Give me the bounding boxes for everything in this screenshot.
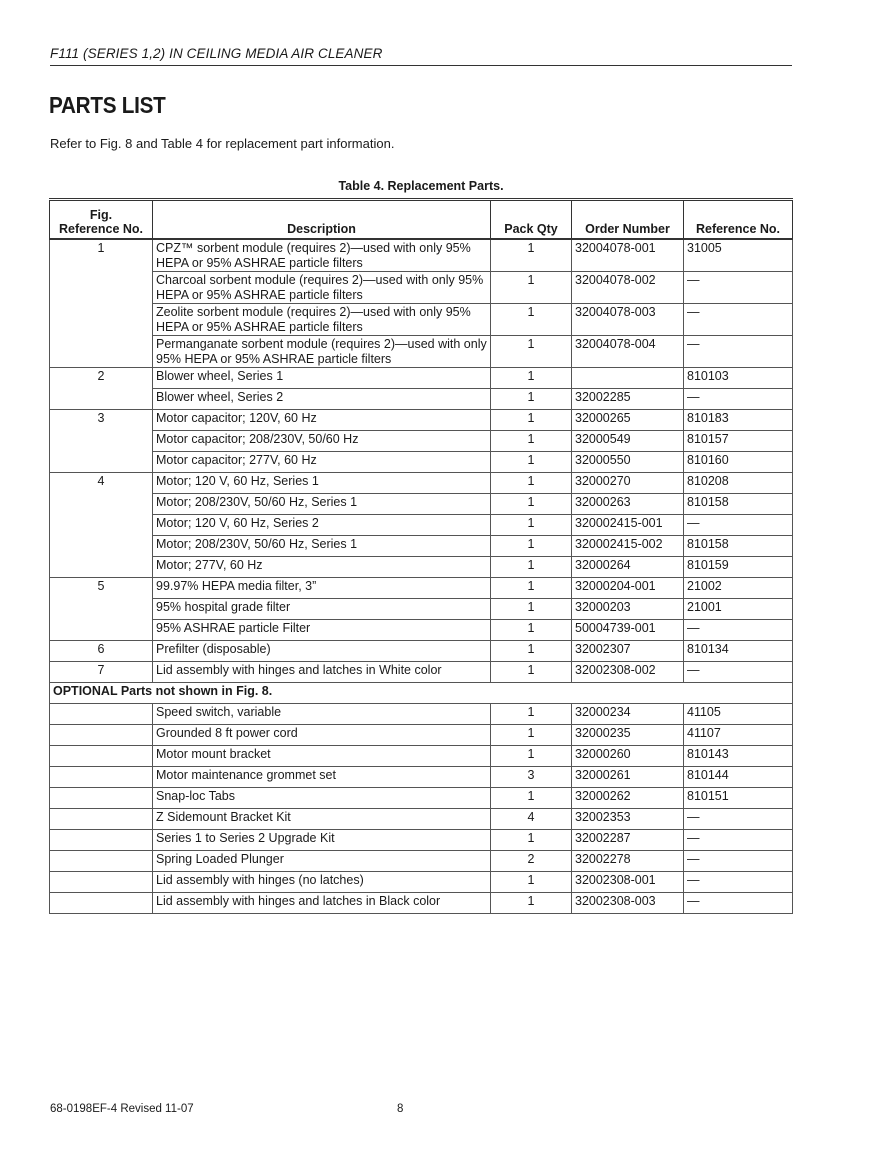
description-cell: Charcoal sorbent module (requires 2)—used with only 95% HEPA or 95% ASHRAE particle filters [153, 272, 491, 304]
pack-qty-cell: 2 [491, 851, 572, 872]
fig-ref-cell [50, 494, 153, 515]
reference-no-cell: 31005 [684, 239, 793, 272]
fig-ref-cell [50, 767, 153, 788]
table-row [50, 767, 793, 788]
pack-qty-cell: 1 [491, 641, 572, 662]
description-cell: Motor capacitor; 277V, 60 Hz [153, 452, 491, 473]
header-fig-ref-line1: Fig. [89, 208, 113, 222]
running-header [50, 45, 792, 66]
description-cell: Prefilter (disposable) [153, 641, 491, 662]
table-row [50, 788, 793, 809]
header-fig-ref-line2: Reference No. [58, 222, 144, 236]
table-row [50, 599, 793, 620]
pack-qty-cell: 4 [491, 809, 572, 830]
table-row [50, 336, 793, 368]
reference-no-cell: 810160 [684, 452, 793, 473]
table-caption: Table 4. Replacement Parts. [338, 179, 504, 193]
table-header-row [50, 200, 793, 240]
reference-no-cell: 41107 [684, 725, 793, 746]
description-cell: Snap-loc Tabs [153, 788, 491, 809]
pack-qty-cell: 1 [491, 389, 572, 410]
table-row [50, 272, 793, 304]
pack-qty-cell: 1 [491, 788, 572, 809]
description-cell: 95% ASHRAE particle Filter [153, 620, 491, 641]
table-row [50, 725, 793, 746]
description-cell: Motor; 120 V, 60 Hz, Series 2 [153, 515, 491, 536]
description-cell: Lid assembly with hinges and latches in White color [153, 662, 491, 683]
table-row [50, 746, 793, 767]
table-row [50, 872, 793, 893]
reference-no-cell: — [684, 272, 793, 304]
pack-qty-cell: 1 [491, 662, 572, 683]
description-cell: Lid assembly with hinges (no latches) [153, 872, 491, 893]
order-number-cell [572, 368, 684, 389]
order-number-cell: 32002287 [572, 830, 684, 851]
description-cell: Motor mount bracket [153, 746, 491, 767]
reference-no-cell: — [684, 830, 793, 851]
table-row [50, 304, 793, 336]
description-cell: Motor; 208/230V, 50/60 Hz, Series 1 [153, 494, 491, 515]
fig-ref-cell [50, 872, 153, 893]
table-row [50, 431, 793, 452]
fig-ref-cell: 2 [50, 368, 153, 389]
description-cell: Motor maintenance grommet set [153, 767, 491, 788]
pack-qty-cell: 1 [491, 536, 572, 557]
reference-no-cell: 810159 [684, 557, 793, 578]
table-row [50, 578, 793, 599]
pack-qty-cell: 1 [491, 872, 572, 893]
order-number-cell: 32000203 [572, 599, 684, 620]
order-number-cell: 32000265 [572, 410, 684, 431]
table-row [50, 368, 793, 389]
reference-no-cell: 810151 [684, 788, 793, 809]
order-number-cell: 32000264 [572, 557, 684, 578]
header-description: Description [153, 200, 491, 240]
fig-ref-cell [50, 704, 153, 725]
order-number-cell: 32000550 [572, 452, 684, 473]
fig-ref-cell [50, 599, 153, 620]
table-row [50, 452, 793, 473]
pack-qty-cell: 1 [491, 239, 572, 272]
table-row [50, 809, 793, 830]
table-row [50, 620, 793, 641]
pack-qty-cell: 1 [491, 431, 572, 452]
fig-ref-cell [50, 809, 153, 830]
description-cell: Motor capacitor; 120V, 60 Hz [153, 410, 491, 431]
description-cell: 95% hospital grade filter [153, 599, 491, 620]
order-number-cell: 32004078-001 [572, 239, 684, 272]
table-row [50, 641, 793, 662]
reference-no-cell: — [684, 620, 793, 641]
fig-ref-cell [50, 304, 153, 336]
reference-no-cell: 810134 [684, 641, 793, 662]
pack-qty-cell: 1 [491, 893, 572, 914]
footer-page-number: 8 [397, 1103, 404, 1115]
order-number-cell: 32000235 [572, 725, 684, 746]
fig-ref-cell [50, 452, 153, 473]
reference-no-cell: 810157 [684, 431, 793, 452]
fig-ref-cell [50, 557, 153, 578]
pack-qty-cell: 1 [491, 473, 572, 494]
fig-ref-cell [50, 851, 153, 872]
parts-table-body [50, 239, 793, 914]
order-number-cell: 32004078-002 [572, 272, 684, 304]
reference-no-cell: 41105 [684, 704, 793, 725]
order-number-cell: 32000261 [572, 767, 684, 788]
description-cell: Blower wheel, Series 2 [153, 389, 491, 410]
pack-qty-cell: 1 [491, 515, 572, 536]
description-cell: Zeolite sorbent module (requires 2)—used with only 95% HEPA or 95% ASHRAE particle filters [153, 304, 491, 336]
order-number-cell: 32002307 [572, 641, 684, 662]
reference-no-cell: — [684, 851, 793, 872]
fig-ref-cell [50, 431, 153, 452]
document-title: F111 (SERIES 1,2) IN CEILING MEDIA AIR CLEANER [50, 46, 383, 61]
table-row [50, 662, 793, 683]
description-cell: CPZ™ sorbent module (requires 2)—used with only 95% HEPA or 95% ASHRAE particle filters [153, 239, 491, 272]
description-cell: Motor; 277V, 60 Hz [153, 557, 491, 578]
description-cell: 99.97% HEPA media filter, 3” [153, 578, 491, 599]
page-title: PARTS LIST [49, 92, 166, 118]
fig-ref-cell [50, 389, 153, 410]
fig-ref-cell: 1 [50, 239, 153, 272]
table-row [50, 557, 793, 578]
reference-no-cell: — [684, 662, 793, 683]
description-cell: Motor capacitor; 208/230V, 50/60 Hz [153, 431, 491, 452]
table-row [50, 830, 793, 851]
table-row [50, 473, 793, 494]
reference-no-cell: — [684, 515, 793, 536]
pack-qty-cell: 1 [491, 452, 572, 473]
table-row [50, 893, 793, 914]
fig-ref-cell [50, 272, 153, 304]
table-row [50, 515, 793, 536]
table-row [50, 494, 793, 515]
pack-qty-cell: 1 [491, 746, 572, 767]
order-number-cell: 32000204-001 [572, 578, 684, 599]
reference-no-cell: 810143 [684, 746, 793, 767]
reference-no-cell: 21002 [684, 578, 793, 599]
reference-no-cell: 810158 [684, 536, 793, 557]
reference-no-cell: 810208 [684, 473, 793, 494]
pack-qty-cell: 1 [491, 620, 572, 641]
description-cell: Z Sidemount Bracket Kit [153, 809, 491, 830]
order-number-cell: 32000270 [572, 473, 684, 494]
fig-ref-cell [50, 536, 153, 557]
optional-section-heading: OPTIONAL Parts not shown in Fig. 8. [50, 683, 793, 704]
reference-no-cell: 810103 [684, 368, 793, 389]
fig-ref-cell [50, 515, 153, 536]
order-number-cell: 50004739-001 [572, 620, 684, 641]
reference-no-cell: — [684, 389, 793, 410]
pack-qty-cell: 1 [491, 368, 572, 389]
table-row [50, 536, 793, 557]
order-number-cell: 32002308-003 [572, 893, 684, 914]
reference-no-cell: — [684, 304, 793, 336]
order-number-cell: 32002308-001 [572, 872, 684, 893]
header-reference-no: Reference No. [684, 200, 793, 240]
order-number-cell: 32000262 [572, 788, 684, 809]
pack-qty-cell: 1 [491, 830, 572, 851]
order-number-cell: 32002285 [572, 389, 684, 410]
pack-qty-cell: 1 [491, 336, 572, 368]
description-cell: Lid assembly with hinges and latches in Black color [153, 893, 491, 914]
fig-ref-cell [50, 725, 153, 746]
intro-text: Refer to Fig. 8 and Table 4 for replacement part information. [50, 136, 395, 151]
reference-no-cell: — [684, 893, 793, 914]
fig-ref-cell: 4 [50, 473, 153, 494]
optional-section-row [50, 683, 793, 704]
reference-no-cell: 810158 [684, 494, 793, 515]
order-number-cell: 32002308-002 [572, 662, 684, 683]
order-number-cell: 32004078-003 [572, 304, 684, 336]
pack-qty-cell: 1 [491, 304, 572, 336]
pack-qty-cell: 1 [491, 410, 572, 431]
pack-qty-cell: 1 [491, 704, 572, 725]
description-cell: Spring Loaded Plunger [153, 851, 491, 872]
reference-no-cell: — [684, 872, 793, 893]
table-row [50, 410, 793, 431]
reference-no-cell: 810183 [684, 410, 793, 431]
description-cell: Series 1 to Series 2 Upgrade Kit [153, 830, 491, 851]
table-row [50, 851, 793, 872]
description-cell: Permanganate sorbent module (requires 2)—used with only 95% HEPA or 95% ASHRAE particle filters [153, 336, 491, 368]
pack-qty-cell: 1 [491, 557, 572, 578]
fig-ref-cell [50, 788, 153, 809]
order-number-cell: 32000263 [572, 494, 684, 515]
replacement-parts-table [49, 198, 793, 914]
fig-ref-cell: 5 [50, 578, 153, 599]
header-fig-ref [50, 200, 153, 240]
pack-qty-cell: 1 [491, 272, 572, 304]
reference-no-cell: 810144 [684, 767, 793, 788]
reference-no-cell: 21001 [684, 599, 793, 620]
fig-ref-cell: 7 [50, 662, 153, 683]
reference-no-cell: — [684, 336, 793, 368]
order-number-cell: 320002415-002 [572, 536, 684, 557]
order-number-cell: 320002415-001 [572, 515, 684, 536]
pack-qty-cell: 1 [491, 494, 572, 515]
description-cell: Motor; 208/230V, 50/60 Hz, Series 1 [153, 536, 491, 557]
order-number-cell: 32000549 [572, 431, 684, 452]
fig-ref-cell [50, 893, 153, 914]
pack-qty-cell: 1 [491, 599, 572, 620]
pack-qty-cell: 1 [491, 725, 572, 746]
reference-no-cell: — [684, 809, 793, 830]
description-cell: Blower wheel, Series 1 [153, 368, 491, 389]
order-number-cell: 32002353 [572, 809, 684, 830]
description-cell: Speed switch, variable [153, 704, 491, 725]
fig-ref-cell: 6 [50, 641, 153, 662]
fig-ref-cell [50, 830, 153, 851]
header-order-number: Order Number [572, 200, 684, 240]
order-number-cell: 32000260 [572, 746, 684, 767]
table-row [50, 239, 793, 272]
fig-ref-cell [50, 746, 153, 767]
order-number-cell: 32000234 [572, 704, 684, 725]
fig-ref-cell [50, 620, 153, 641]
order-number-cell: 32002278 [572, 851, 684, 872]
fig-ref-cell [50, 336, 153, 368]
fig-ref-cell: 3 [50, 410, 153, 431]
footer-doc-number: 68-0198EF-4 Revised 11-07 [50, 1103, 194, 1115]
pack-qty-cell: 3 [491, 767, 572, 788]
description-cell: Motor; 120 V, 60 Hz, Series 1 [153, 473, 491, 494]
description-cell: Grounded 8 ft power cord [153, 725, 491, 746]
pack-qty-cell: 1 [491, 578, 572, 599]
header-pack-qty: Pack Qty [491, 200, 572, 240]
order-number-cell: 32004078-004 [572, 336, 684, 368]
table-row [50, 389, 793, 410]
table-row [50, 704, 793, 725]
